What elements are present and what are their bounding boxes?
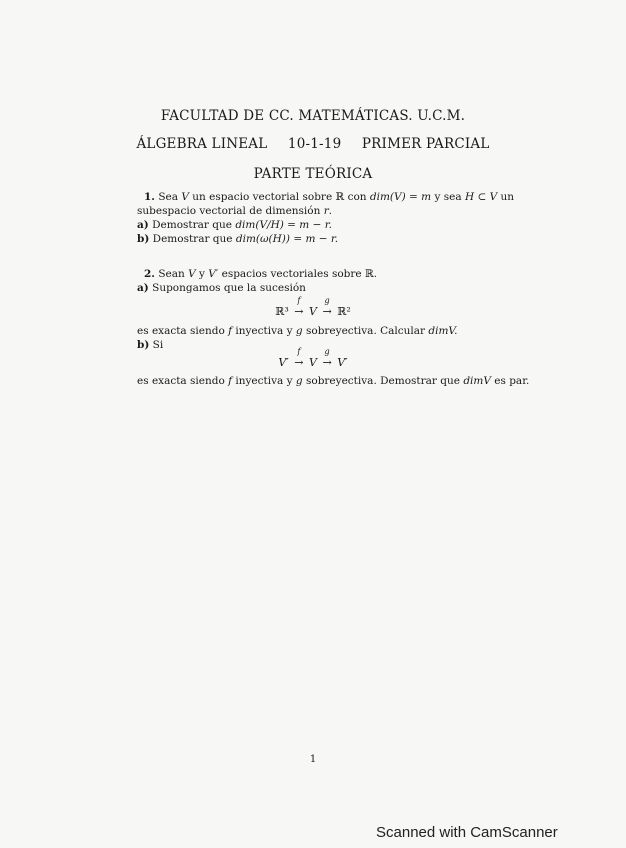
q2-a-after-g: g — [295, 325, 303, 337]
q1-b-math: dim(ω(H)) = m − r. — [235, 233, 339, 245]
q2-b-after-f: f — [228, 375, 233, 387]
scanner-watermark: Scanned with CamScanner — [376, 824, 558, 841]
q2-a-after-math: dimV. — [428, 325, 458, 337]
q2-b-after-4: es par. — [490, 375, 530, 387]
q1-dim-eq: (V) = m — [389, 191, 432, 203]
seq1-mid: V — [309, 305, 317, 318]
arrow-f-label: f — [297, 296, 301, 305]
q1-subset: H ⊂ V — [464, 191, 498, 203]
seq1-left: ℝ³ — [275, 305, 289, 318]
q2-a-after-1: es exacta siendo — [137, 325, 229, 337]
q2-b-label: b) — [137, 339, 150, 351]
seq2-left: V′ — [278, 356, 289, 369]
q2-part-a — [137, 282, 517, 295]
exam-title: PRIMER PARCIAL — [361, 136, 490, 152]
q1-a-math: dim(V/H) = m − r. — [235, 219, 332, 231]
q1-var-v: V — [181, 191, 189, 203]
seq1-right: ℝ² — [337, 305, 351, 318]
q2-var-v: V — [188, 268, 196, 280]
q1-b-text: Demostrar que — [152, 233, 236, 245]
q2-b-after-1: es exacta siendo — [137, 375, 229, 387]
arrow-g-label: g — [324, 296, 330, 305]
exact-sequence-2 — [0, 347, 626, 369]
q2-b-after-2: inyectiva y — [232, 375, 296, 387]
q2-number: 2. — [144, 268, 155, 280]
q2-a-after — [137, 325, 517, 338]
q1-dim: dim — [369, 191, 390, 203]
q1-b-label: b) — [137, 233, 150, 245]
q1-part-a — [137, 219, 517, 232]
q2-b-after-g: g — [295, 375, 303, 387]
exam-date: 10-1-19 — [287, 136, 342, 152]
q1-line2-text: subespacio vectorial de dimensión — [137, 205, 324, 217]
q1-text-a: Sea — [158, 191, 182, 203]
arrow-f2-label: f — [297, 347, 301, 356]
seq2-right: V′ — [337, 356, 348, 369]
q1-number: 1. — [144, 191, 155, 203]
section-title: PARTE TEÓRICA — [253, 166, 373, 182]
arrow-f-icon: → f — [294, 296, 304, 318]
q2-line1 — [144, 268, 524, 281]
q1-text-f: y sea — [431, 191, 465, 203]
q2-a-label: a) — [137, 282, 149, 294]
q2-a-text: Supongamos que la sucesión — [152, 282, 306, 294]
q1-a-text: Demostrar que — [152, 219, 236, 231]
q1-text-h: un — [497, 191, 515, 203]
q1-part-b — [137, 233, 517, 246]
q2-text-a: Sean — [158, 268, 189, 280]
exam-header — [0, 136, 626, 152]
q1-line1 — [144, 191, 524, 204]
page-number: 1 — [309, 754, 317, 765]
arrow-g2-label: g — [324, 347, 330, 356]
arrow-g-icon: → g — [322, 296, 332, 318]
q1-text-c: un espacio vectorial sobre ℝ con — [188, 191, 370, 203]
q2-text-e: espacios vectoriales sobre ℝ. — [218, 268, 378, 280]
q2-a-after-3: sobreyectiva. Calcular — [302, 325, 429, 337]
q2-b-after — [137, 375, 530, 388]
q1-line2: subespacio vectorial de dimensión r. — [137, 205, 333, 217]
q2-a-after-f: f — [228, 325, 233, 337]
q2-var-vprime: V′ — [208, 268, 219, 280]
q2-text-c: y — [195, 268, 209, 280]
arrow-g2-icon: → g — [322, 347, 332, 369]
q1-a-label: a) — [137, 219, 149, 231]
q2-b-after-math: dimV — [463, 375, 491, 387]
arrow-f2-icon: → f — [294, 347, 304, 369]
exact-sequence-1 — [0, 296, 626, 318]
q2-a-after-2: inyectiva y — [232, 325, 296, 337]
seq2-mid: V — [309, 356, 317, 369]
subject-title: ÁLGEBRA LINEAL — [136, 136, 268, 152]
q1-var-r: r — [323, 205, 329, 217]
q2-b-after-3: sobreyectiva. Demostrar que — [302, 375, 464, 387]
institution-title: FACULTAD DE CC. MATEMÁTICAS. U.C.M. — [160, 108, 466, 124]
q2-b-text: Si — [152, 339, 164, 351]
